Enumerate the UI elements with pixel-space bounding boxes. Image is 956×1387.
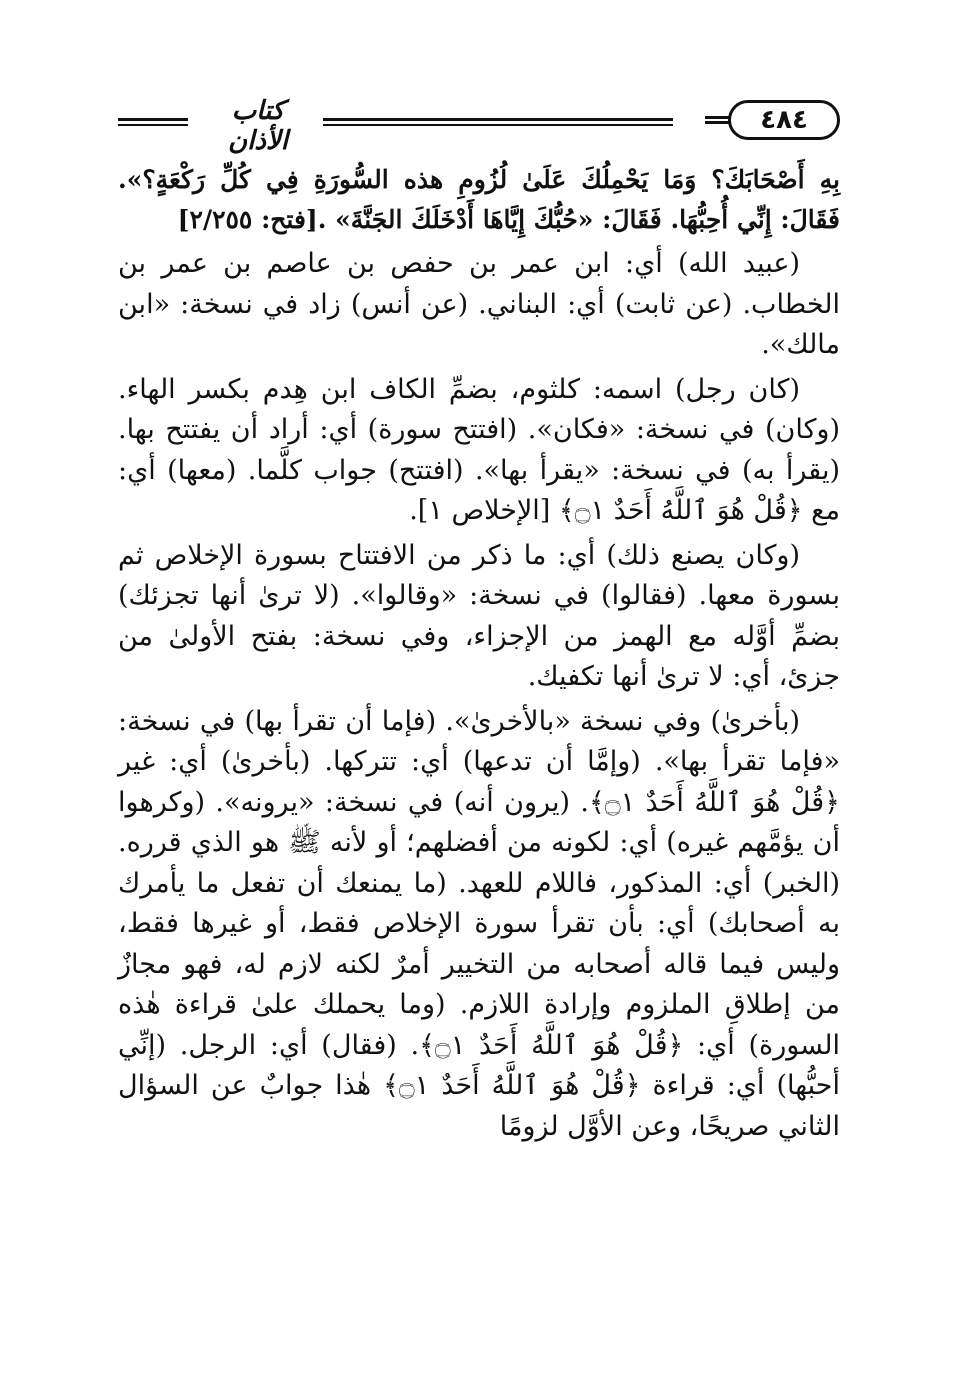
running-title: كتاب الأذان xyxy=(228,96,288,156)
page-number: ٤٨٤ xyxy=(728,100,840,140)
header-rule-middle xyxy=(323,118,673,121)
hadith-text: بِهِ أَصْحَابَكَ؟ وَمَا يَحْمِلُكَ عَلَىٰ لُزُومِ هذه السُّورَةِ فِي كُلِّ رَكْعَةٍ؟». فَقَالَ: إِنِّي أُحِبُّهَا. فَقَالَ: «حُبُّكَ إِيَّاهَا أَدْخَلَكَ الجَنَّةَ» .[فتح: ٢/٢٥٥] xyxy=(118,165,840,234)
commentary-paragraph: (كان رجل) اسمه: كلثوم، بضمِّ الكاف ابن هِدم بكسر الهاء. (وكان) في نسخة: «فكان». (افتتح سورة) أي: أراد أن يفتتح بها. (يقرأ به) في نسخة: «يقرأ بها». (افتتح) جواب كلَّما. (معها) أي: مع ﴿قُلْ هُوَ ٱللَّهُ أَحَدٌ ۝١﴾ [الإخلاص ١]. xyxy=(118,373,840,526)
header-rule-left xyxy=(118,118,188,121)
commentary-paragraph: (عبيد الله) أي: ابن عمر بن حفص بن عاصم بن عمر بن الخطاب. (عن ثابت) أي: البناني. (عن أنس) زاد في نسخة: «ابن مالك». xyxy=(118,248,840,360)
page-header xyxy=(118,92,840,156)
page-body xyxy=(118,160,840,1151)
commentary-paragraph: (بأخرىٰ) وفي نسخة «بالأخرىٰ». (فإما أن تقرأ بها) في نسخة: «فإما تقرأ بها». (وإمَّا أن تدعها) أي: تتركها. (بأخرىٰ) أي: غير ﴿قُلْ هُوَ ٱللَّهُ أَحَدٌ ۝١﴾. (يرون أنه) في نسخة: «يرونه». (وكرهوا أن يؤمَّهم غيره) أي: لكونه من أفضلهم؛ أو لأنه ﷺ هو الذي قرره. (الخبر) أي: المذكور، فاللام للعهد. (ما يمنعك أن تفعل ما يأمرك به أصحابك) أي: بأن تقرأ سورة الإخلاص فقط، أو غيرها فقط، وليس فيما قاله أصحابه من التخيير أمرٌ لكنه لازم له، فهو مجازٌ من إطلاقِ الملزوم وإرادة اللازم. (وما يحملك علىٰ قراءة هٰذه السورة) أي: ﴿قُلْ هُوَ ٱللَّهُ أَحَدٌ ۝١﴾. (فقال) أي: الرجل. (إنِّي أحبُّها) أي: قراءة ﴿قُلْ هُوَ ٱللَّهُ أَحَدٌ ۝١﴾ هٰذا جوابٌ عن السؤال الثاني صريحًا، وعن الأوَّل لزومًا xyxy=(118,705,840,1142)
commentary-paragraph: (وكان يصنع ذلك) أي: ما ذكر من الافتتاح بسورة الإخلاص ثم بسورة معها. (فقالوا) في نسخة: «وقالوا». (لا ترىٰ أنها تجزئك) بضمِّ أوَّله مع الهمز من الإجزاء، وفي نسخة: بفتح الأولىٰ من جزئ، أي: لا ترىٰ أنها تكفيك. xyxy=(118,539,840,692)
